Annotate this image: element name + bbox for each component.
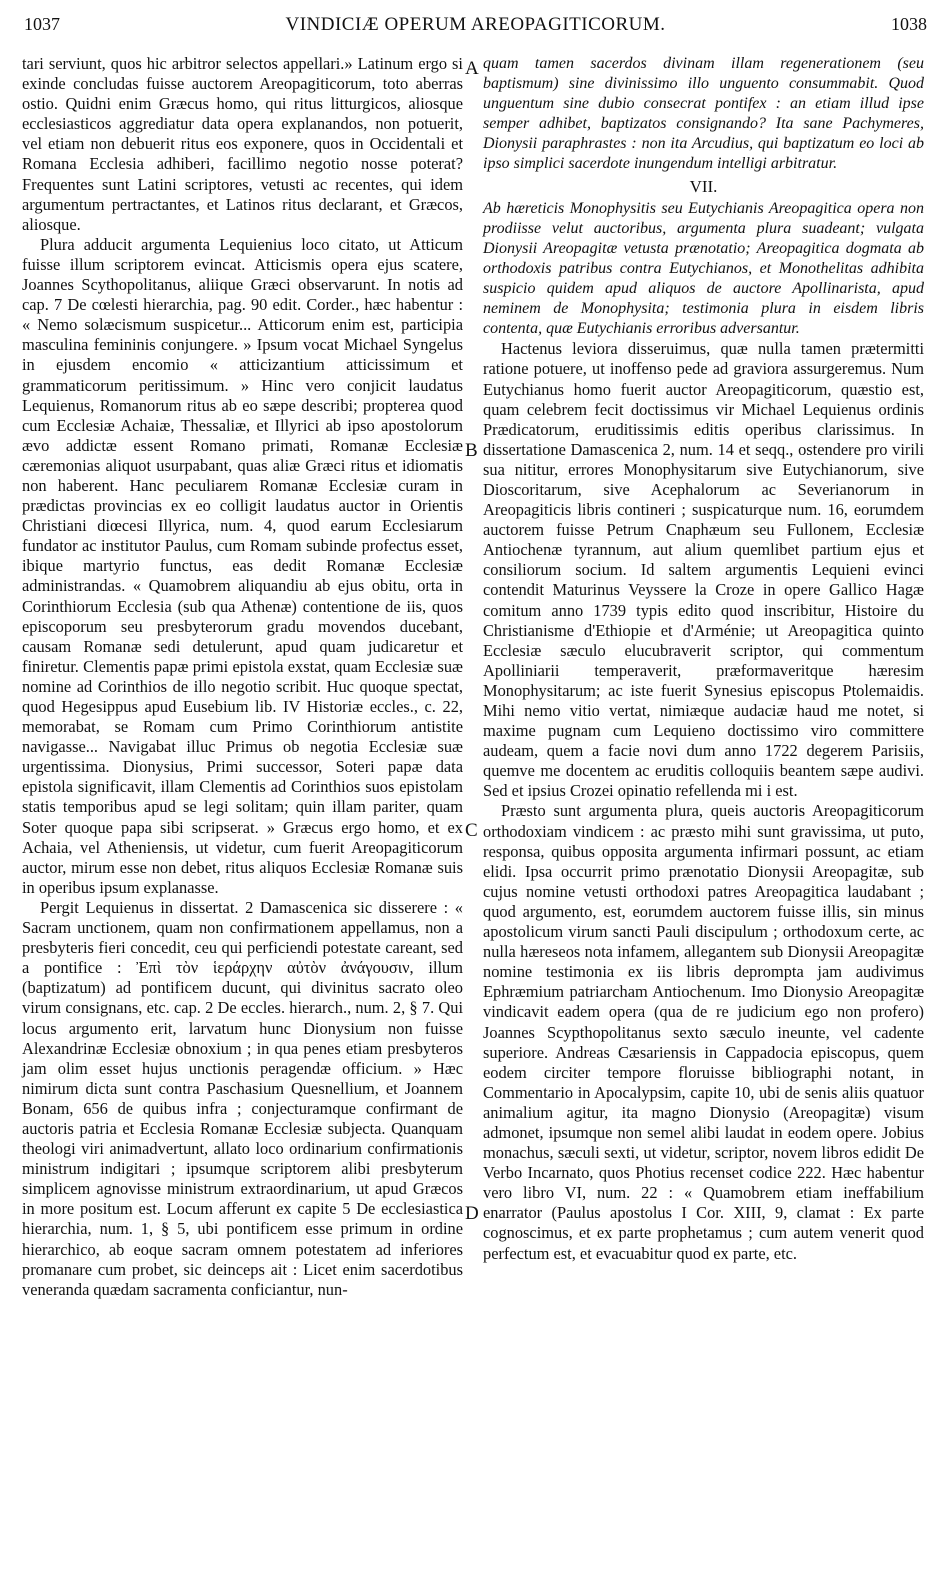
- margin-marker-d: D: [465, 1203, 479, 1224]
- right-paragraph-2: Hactenus leviora disseruimus, quæ nulla tamen prætermitti ratione potuere, ut inoffenso pede ad graviora assurgeremus. Num Eutychianus homo fuerit auctor Areopagiticorum, quæstio est, quam celebrem fecit doctissimus vir Michael Lequienus ordinis Prædicatorum, eruditissimis editis operibus clarissimus. In dissertatione Damascenica 2, num. 14 et seqq., ostendere pro virili sua nititur, errores Monophysitarum sive Eutychianorum, sive Dioscoritarum, sive Acephalorum ac Severianorum in Areopagiticis libris contineri ; suspicaturque num. 16, eorumdem auctorem fuisse Petrum Cnaphæum seu Fullonem, Ecclesiæ Antiochenæ tyrannum, aut alium quemlibet partium ejus et consiliorum socium. Id saltem argumentis Lequieni evinci contendit Maturinus Veyssere la Croze in opere Gallico Hagæ comitum anno 1739 typis edito quod inscribitur, Histoire du Christianisme d'Ethiopie et d'Arménie; ut Areopagitica quinto Ecclesiæ sæculo elucubraverit scriptor, qui commentum Apolliniarii temperaverit, præformaveritque hæresim Monophysitarum; ac iste fuerit Synesius episcopus Ptolemaidis. Mihi nemo vitio vertat, nimiæque audaciæ haud me notet, si maxime pugnam cum Lequieno doctissimo viro committere audeam, quem a facie novi dum anno 1722 degerem Parisiis, quemve me docentem ac eruditis colloquiis beantem sæpe audivi. Sed et ipsius Crozei opinatio refellenda mi i est.: [483, 339, 924, 801]
- margin-marker-c: C: [465, 820, 478, 841]
- running-title: VINDICIÆ OPERUM AREOPAGITICORUM.: [285, 14, 666, 35]
- right-paragraph-3: Præsto sunt argumenta plura, queis auctoris Areopagiticorum orthodoxiam vindicem : ac præsto mihi sunt gravissima, ut puto, responsa, quibus opposita argumenta infirmari possunt, ac etiam elidi. Ipsa occurrit primo prænotatio Dionysii Areopagitæ, sub cujus nomine vetusti orthodoxi patres Areopagitica laudabant ; quod argumento, est, eorumdem auctorem fuisse illis, sin minus apostolicum virum sancti Pauli discipulum ; orthodoxum certe, ac nulla hæreseos nota infamem, allegantem sub Dionysii Areopagitæ nomine testimonia ex iis libris deprompta jam audivimus Ephræmium patriarcham Antiochenum. Imo Dionysio Areopagitæ vindicavit eadem opera (qua de re judicium ego non profero) Joannes Scypthopolitanus sexto sæculo ineunte, vel cadente superiore. Andreas Cæsariensis in Cappadocia episcopus, quem eodem circiter tempore floruisse bibliographi notant, in Commentario in Apocalypsim, capite 10, ubi de senis aliis quatuor animalium agitur, ita magno Dionysio (Areopagitæ) visum admonet, ipsumque non semel alibi laudat in eodem opere. Jobius monachus, sæculi sexti, ut videtur, scriptor, novem libros edidit De Verbo Incarnato, quos Photius recenset codice 222. Hæc habentur vero libro VI, num. 22 : « Quamobrem etiam ineffabilium enarrator (Paulus apostolus I Cor. XIII, 9, clamat : Ex parte cognoscimus, et ex parte prophetamus ; cum autem venerit quod perfectum est, et evacuabitur quod ex parte, etc.: [483, 801, 924, 1263]
- margin-marker-b: B: [465, 440, 478, 461]
- section-heading: VII.: [689, 176, 718, 196]
- margin-marker-a: A: [465, 58, 479, 79]
- running-header: [24, 14, 927, 40]
- right-paragraph-1: quam tamen sacerdos divinam illam regenerationem (seu baptismum) sine divinissimo illo unguento consummabit. Quod unguentum sine dubio consecrat pontifex : an etiam illud ipse semper adhibet, baptizatos consignando? Ita sane Pachymeres, Dionysii paraphrastes : non ita Arcudius, qui baptizatum eo loci ab ipso simplici sacerdote inungendum intelligi arbitratur.: [483, 55, 924, 173]
- left-column: [22, 54, 463, 1300]
- section-summary: Ab hæreticis Monophysitis seu Eutychianis Areopagitica opera non prodiisse velut auctoribus, argumenta plura suadeant; vulgata Dionysii Areopagitæ vetusta prænotatio; Areopagitica dogmata ab orthodoxis patribus contra Eutychianos, et Monothelitas adhibita suspicio quidem apud aliquos de auctore Apollinarista, apud neminem de Monophysita; testimonia plura in eisdem libris contenta, quæ Eutychianis erroribus adversantur.: [483, 199, 924, 338]
- left-paragraph-1: tari serviunt, quos hic arbitror selectos appellari.» Latinum ergo si exinde concludas fuisse auctorem Areopagiticorum, toto aberras ostio. Quidni enim Græcus homo, qui ritus litturgicos, aliosque ecclesiasticos aggrediatur data opera explanandos, non potuerit, vel etiam non debuerit ritus eos exponere, quos in Occidentali et Romana Ecclesia adhiberi, facillimo negotio nosse poterat? Frequentes sunt Latini scriptores, vetusti ac recentes, qui idem argumentum pertractantes, et Latinos ritus declarant, et Græcos, aliosque.: [22, 54, 463, 234]
- right-page-number: 1038: [891, 14, 927, 34]
- right-column: [483, 54, 924, 1264]
- left-paragraph-3: Pergit Lequienus in dissertat. 2 Damascenica sic disserere : « Sacram unctionem, quam non confirmationem appellamus, non a presbyteris fieri concedit, ceu qui perficiendi potestate careant, sed a pontifice : Ἐπὶ τὸν ἱεράρχην αὐτὸν ἀνάγουσιν, illum (baptizatum) ad pontificem ducunt, qui divinitus sacrato oleo virum consignans, etc. cap. 2 De eccles. hierarch., num. 2, § 7. Qui locus argumento erit, larvatum hunc Dionysium non fuisse Alexandrinæ Ecclesiæ obnoxium ; in qua penes etiam presbyteros jam olim esset hujus unctionis peragendæ officium. » Hæc nimirum dicta sunt contra Paschasium Quesnellium, et Joannem Bonam, 656 de quibus infra ; conjecturamque confirmant de auctoris patria et Ecclesia Romanæ Ecclesiæ subjecta. Quanquam theologi viri animadvertunt, allato loco ordinarium confirmationis ministrum indigitari ; ipsumque scriptorem alibi presbyterum simplicem agnovisse ministrum extraordinarium, ut apud Græcos in more positum est. Locum afferunt ex capite 5 De ecclesiastica hierarchia, num. 1, § 5, ubi pontificem esse primum in ordine hierarchico, ab eoque sacram omnem potestatem ad inferiores promanare cum probet, sic deinceps ait : Licet enim sacerdotibus veneranda quædam sacramenta conficiantur, nun-: [22, 897, 463, 1299]
- left-paragraph-2: Plura adducit argumenta Lequienius loco citato, ut Atticum fuisse illum scriptorem evincat. Atticismis opera ejus scatere, Joannes Scythopolitanus, aliique Græci observarunt. In notis ad cap. 7 De cœlesti hierarchia, pag. 90 edit. Corder., hæc habentur : « Nemo solæcismum suspicetur... Atticorum enim est, participia masculina femininis conjungere. » Ipsum vocat Michael Syngelus in ejusdem encomio « atticizantium atticissimum et grammaticorum peritissimum. » Hinc vero conjicit laudatus Lequienus, Romanorum ritus ab eo sæpe describi; propterea quod cum Ecclesiæ Achaiæ, Thessaliæ, et Illyrici ab ipso apostolorum ævo addictæ essent Romano primati, Romanæ Ecclesiæ cæremonias aliquot usurpabant, quas aliæ Græci ritus et idiomatis non haberent. Hanc peculiarem Romanæ Ecclesiæ curam in prædictas provincias ex eo colligit laudatus auctor in Orientis Christiani diœcesi Illyrica, num. 4, quod earum Ecclesiarum fundator ac institutor Paulus, cum Romam subinde profectus esset, ibique martyrio functus, eas dedit Romanæ Ecclesiæ administrandas. « Quamobrem aliquandiu ab ejus obitu, orta in Corinthiorum Ecclesia (sub qua Athenæ) contentione de iis, quos episcoporum seu presbyterorum gradu movendos ducebant, causam Romanæ sedi detulerunt, apud quam judicaretur et finiretur. Clementis papæ primi epistola exstat, quam Ecclesiæ suæ nomine ad Corinthios de illo negotio scribit. Huc quoque spectat, quod Hegesippus apud Eusebium lib. IV Historiæ eccles., c. 22, memorabat, se Romam cum Primo Corinthiorum antistite navigasse... Navigabat illuc Primus ob negotia Ecclesiæ suæ urgentissima. Dionysius, Primi successor, Soteri papæ data epistola significavit, illam Clementis ad Corinthios suos epistolam statis temporibus apud se legi solitam; quin illam pariter, quam Soter quoque papa sibi scripserat. » Græcus ergo homo, et ex Achaia, vel Atheniensis, ut videtur, cum fuerit Areopagiticorum auctor, mirum esse non debet, ritus aliquos Ecclesiæ Romanæ suis in operibus ipsum explanasse.: [22, 234, 463, 897]
- left-page-number: 1037: [24, 14, 60, 34]
